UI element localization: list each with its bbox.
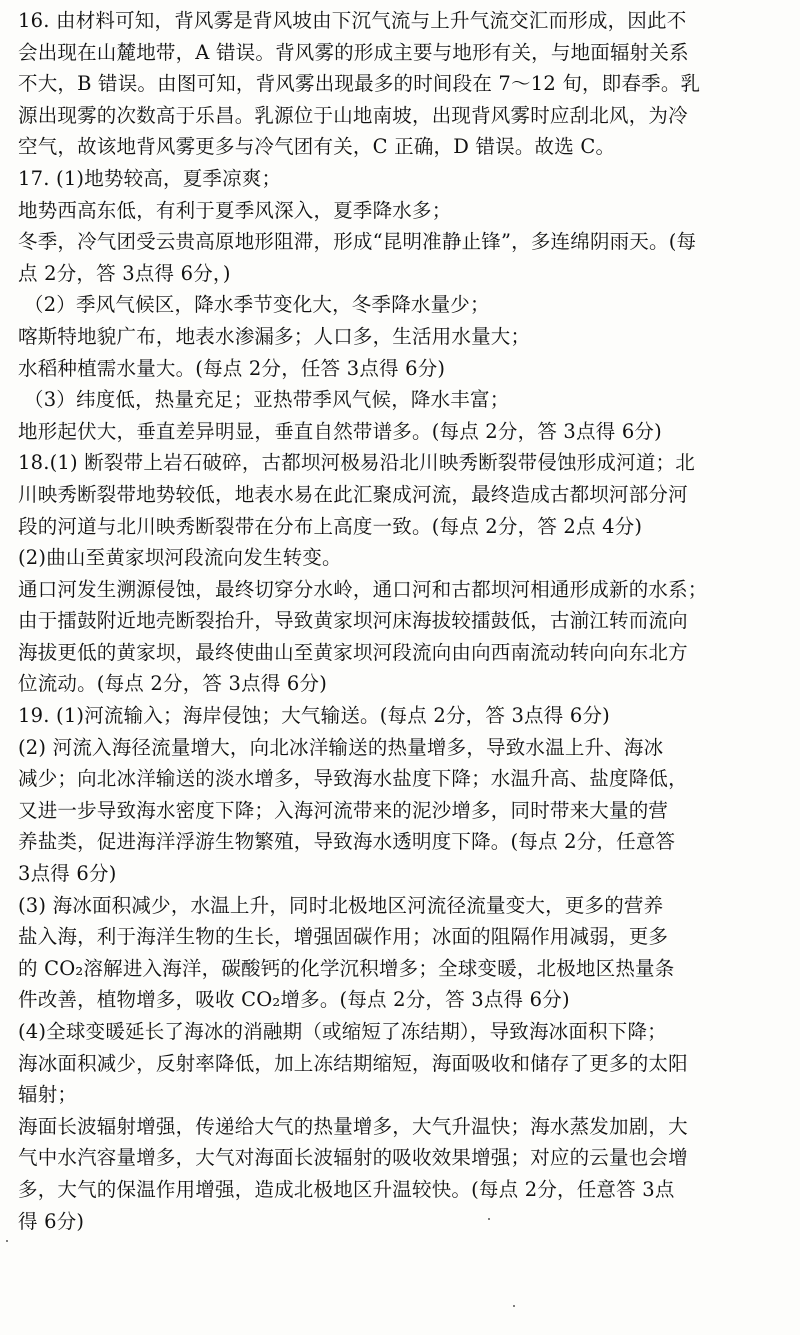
text-line: 通口河发生溯源侵蚀，最终切穿分水岭，通口河和古都坝河相通形成新的水系； (18, 577, 708, 601)
text-line: 又进一步导致海水密度下降；入海河流带来的泥沙增多，同时带来大量的营 (18, 798, 669, 822)
text-line: 得 6分) (18, 1209, 85, 1233)
text-line: 养盐类，促进海洋浮游生物繁殖，导致海水透明度下降。(每点 2分，任意答 (18, 830, 676, 854)
text-line: 海面长波辐射增强，传递给大气的热量增多，大气升温快；海水蒸发加剧，大 (18, 1114, 688, 1138)
text-line: 18.(1) 断裂带上岩石破碎，古都坝河极易沿北川映秀断裂带侵蚀形成河道；北 (18, 451, 695, 475)
text-line: 位流动。(每点 2分，答 3点得 6分) (18, 672, 328, 696)
answer-text-block (18, 5, 788, 1237)
scan-speck (6, 1240, 8, 1242)
text-line: 16. 由材料可知，背风雾是背风坡由下沉气流与上升气流交汇而形成，因此不 (18, 9, 687, 32)
text-line: (3) 海冰面积减少，水温上升，同时北极地区河流径流量变大，更多的营养 (18, 893, 664, 917)
text-line: （3）纬度低，热量充足；亚热带季风气候，降水丰富； (24, 388, 510, 412)
text-line: 海拔更低的黄家坝，最终使曲山至黄家坝河段流向由向西南流动转向向东北方 (18, 640, 688, 664)
text-line: 盐入海，利于海洋生物的生长，增强固碳作用；冰面的阻隔作用减弱，更多 (18, 925, 669, 949)
text-line: (4)全球变暖延长了海冰的消融期（或缩短了冻结期），导致海冰面积下降； (18, 1020, 667, 1043)
text-line: 减少；向北冰洋输送的淡水增多，导致海水盐度下降；水温升高、盐度降低， (18, 767, 688, 791)
text-line: 的 CO₂溶解进入海洋，碳酸钙的化学沉积增多；全球变暖，北极地区热量条 (18, 956, 675, 980)
text-line: 17. (1)地势较高，夏季凉爽； (18, 166, 282, 190)
text-line: 空气，故该地背风雾更多与冷气团有关，C 正确，D 错误。故选 C。 (18, 135, 616, 159)
text-line: 水稻种植需水量大。(每点 2分，任答 3点得 6分) (18, 356, 446, 380)
text-line: (2)曲山至黄家坝河段流向发生转变。 (18, 546, 342, 570)
text-line: 多，大气的保温作用增强，造成北极地区升温较快。(每点 2分，任意答 3点 (18, 1177, 675, 1201)
text-line: 海冰面积减少，反射率降低，加上冻结期缩短，海面吸收和储存了更多的太阳 (18, 1051, 688, 1075)
text-line: 气中水汽容量增多，大气对海面长波辐射的吸收效果增强；对应的云量也会增 (18, 1146, 688, 1170)
text-line: 辐射； (18, 1083, 78, 1107)
text-line: 会出现在山麓地带，A 错误。背风雾的形成主要与地形有关，与地面辐射关系 (18, 40, 689, 64)
text-line: 由于擂鼓附近地壳断裂抬升，导致黄家坝河床海拔较擂鼓低，古湔江转而流向 (18, 609, 688, 633)
text-line: 段的河道与北川映秀断裂带在分布上高度一致。(每点 2分，答 2点 4分) (18, 514, 643, 538)
text-line: 地形起伏大，垂直差异明显，垂直自然带谱多。(每点 2分，答 3点得 6分) (18, 419, 662, 443)
text-line: 川映秀断裂带地势较低，地表水易在此汇聚成河流，最终造成古都坝河部分河 (18, 482, 688, 506)
text-line: 源出现雾的次数高于乐昌。乳源位于山地南坡，出现背风雾时应刮北风，为冷 (18, 103, 688, 127)
text-line: （2）季风气候区，降水季节变化大，冬季降水量少； (24, 293, 490, 317)
text-line: 地势西高东低，有利于夏季风深入，夏季降水多； (18, 198, 452, 222)
text-line: 3点得 6分) (18, 862, 117, 886)
text-line: 19. (1)河流输入；海岸侵蚀；大气输送。(每点 2分，答 3点得 6分) (18, 704, 610, 728)
text-line: (2) 河流入海径流量增大，向北冰洋输送的热量增多，导致水温上升、海冰 (18, 735, 664, 759)
scan-speck (513, 1305, 515, 1307)
text-line: 不大，B 错误。由图可知，背风雾出现最多的时间段在 7～12 旬，即春季。乳 (18, 72, 701, 96)
scan-speck (488, 1218, 490, 1220)
text-line: 点 2分，答 3点得 6分，) (18, 261, 231, 285)
text-line: 喀斯特地貌广布，地表水渗漏多；人口多，生活用水量大； (18, 324, 531, 348)
text-line: 冬季，冷气团受云贵高原地形阻滞，形成“昆明准静止锋”，多连绵阴雨天。(每 (18, 230, 697, 254)
text-line: 件改善，植物增多，吸收 CO₂增多。(每点 2分，答 3点得 6分) (18, 988, 570, 1012)
